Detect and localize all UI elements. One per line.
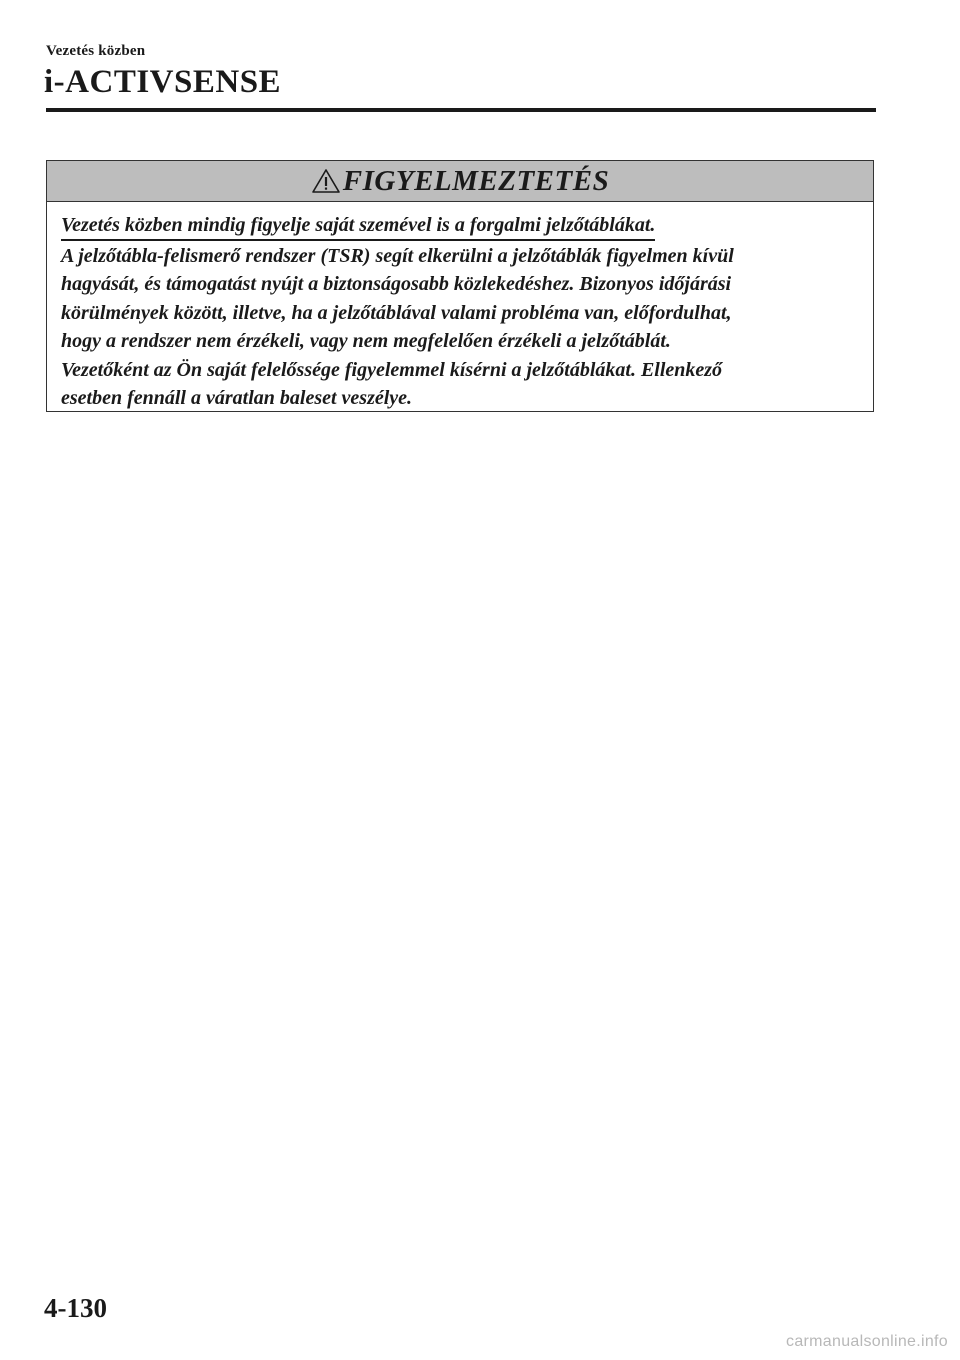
warning-line: Vezetés közben mindig figyelje saját szemével is a forgalmi jelzőtáblákat. <box>61 212 655 241</box>
warning-line: esetben fennáll a váratlan baleset veszélye. <box>61 387 413 410</box>
warning-title: FIGYELMEZTETÉS <box>342 164 610 197</box>
chapter-title: i-ACTIVSENSE <box>44 64 282 100</box>
watermark: carmanualsonline.info <box>786 1333 948 1350</box>
warning-line: hogy a rendszer nem érzékeli, vagy nem megfelelően érzékeli a jelzőtáblát. <box>61 330 671 353</box>
warning-body <box>47 202 873 412</box>
warning-header <box>47 161 873 202</box>
header-rule <box>46 108 876 112</box>
warning-line: körülmények között, illetve, ha a jelzőtáblával valami probléma van, előfordulhat, <box>61 301 732 324</box>
warning-triangle-icon <box>311 168 341 194</box>
page-number: 4-130 <box>44 1293 107 1323</box>
warning-line: A jelzőtábla-felismerő rendszer (TSR) segít elkerülni a jelzőtáblák figyelmen kívül <box>61 245 734 267</box>
warning-line: hagyását, és támogatást nyújt a biztonságosabb közlekedéshez. Bizonyos időjárási <box>61 273 732 296</box>
section-label: Vezetés közben <box>46 43 146 59</box>
warning-line: Vezetőként az Ön saját felelőssége figyelemmel kísérni a jelzőtáblákat. Ellenkező <box>61 358 723 381</box>
warning-box <box>46 160 874 412</box>
